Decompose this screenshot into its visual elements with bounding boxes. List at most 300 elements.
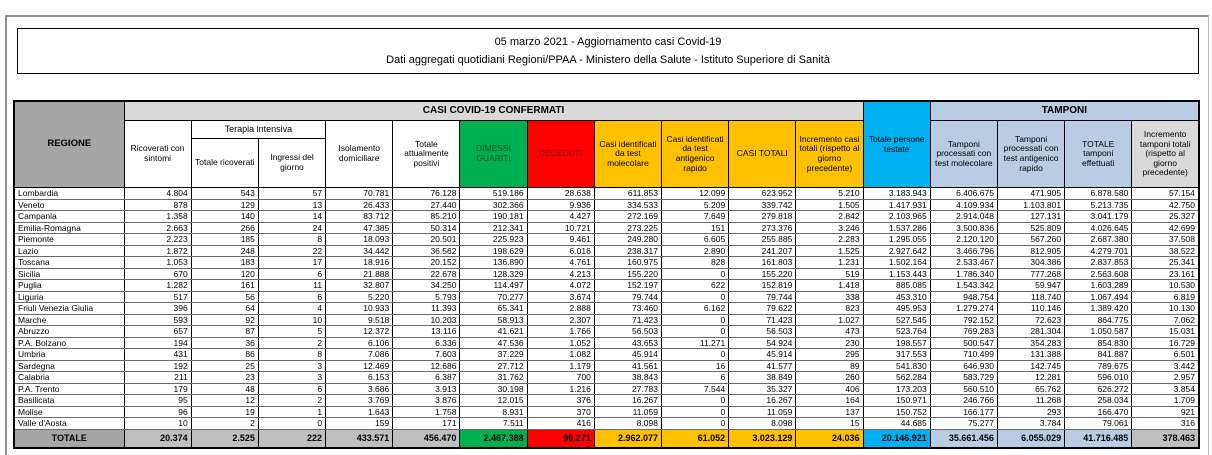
value-cell: 2.957 [1132, 372, 1199, 384]
value-cell: 2.890 [662, 245, 729, 257]
value-cell: 0 [662, 326, 729, 338]
value-cell: 32.807 [326, 280, 393, 292]
value-cell: 159 [326, 418, 393, 430]
value-cell: 1.525 [796, 245, 863, 257]
column-header-totale-ricoverati: Totale ricoverati [191, 139, 258, 188]
band-tamponi: TAMPONI [930, 101, 1199, 121]
value-cell: 114.497 [460, 280, 527, 292]
value-cell: 316 [1132, 418, 1199, 430]
value-cell: 583.729 [930, 372, 997, 384]
value-cell: 34.250 [393, 280, 460, 292]
table-row [14, 188, 1199, 200]
column-header-ricoverati: Ricoverati con sintomi [124, 121, 191, 188]
value-cell: 179 [124, 383, 191, 395]
value-cell: 3.686 [326, 383, 393, 395]
value-cell: 266 [191, 222, 258, 234]
band-casi-confermati: CASI COVID-19 CONFERMATI [124, 101, 863, 121]
value-cell: 20.501 [393, 234, 460, 246]
total-value-cell: 2.525 [191, 429, 258, 448]
value-cell: 272.169 [594, 211, 661, 223]
value-cell: 279.818 [729, 211, 796, 223]
value-cell: 519.186 [460, 188, 527, 200]
value-cell: 85.210 [393, 211, 460, 223]
total-value-cell: 20.146.921 [863, 429, 930, 448]
value-cell: 3.246 [796, 222, 863, 234]
value-cell: 471.905 [997, 188, 1064, 200]
value-cell: 9.461 [527, 234, 594, 246]
value-cell: 92 [191, 314, 258, 326]
column-header-totale-tamponi: TOTALE tamponi effettuati [1065, 121, 1132, 188]
value-cell: 6.162 [662, 303, 729, 315]
value-cell: 38.849 [729, 372, 796, 384]
value-cell: 70.277 [460, 291, 527, 303]
value-cell: 24 [258, 222, 325, 234]
value-cell: 948.754 [930, 291, 997, 303]
value-cell: 9.936 [527, 199, 594, 211]
value-cell: 823 [796, 303, 863, 315]
value-cell: 4.279.701 [1065, 245, 1132, 257]
value-cell: 792.152 [930, 314, 997, 326]
region-cell: Liguria [14, 291, 124, 303]
value-cell: 4.761 [527, 257, 594, 269]
value-cell: 118.740 [997, 291, 1064, 303]
value-cell: 0 [662, 418, 729, 430]
table-row [14, 222, 1199, 234]
value-cell: 7.511 [460, 418, 527, 430]
value-cell: 10.530 [1132, 280, 1199, 292]
table-header [14, 101, 1199, 188]
value-cell: 2.663 [124, 222, 191, 234]
region-cell: Valle d'Aosta [14, 418, 124, 430]
value-cell: 3.769 [326, 395, 393, 407]
column-header-regione: REGIONE [14, 101, 124, 188]
value-cell: 152.197 [594, 280, 661, 292]
value-cell: 6.878.580 [1065, 188, 1132, 200]
value-cell: 273.376 [729, 222, 796, 234]
value-cell: 593 [124, 314, 191, 326]
value-cell: 878 [124, 199, 191, 211]
value-cell: 42.750 [1132, 199, 1199, 211]
value-cell: 11.271 [662, 337, 729, 349]
value-cell: 27.712 [460, 360, 527, 372]
value-cell: 1.216 [527, 383, 594, 395]
table-row [14, 418, 1199, 430]
value-cell: 22.678 [393, 268, 460, 280]
value-cell: 10.721 [527, 222, 594, 234]
value-cell: 453.310 [863, 291, 930, 303]
value-cell: 25.327 [1132, 211, 1199, 223]
column-header-isolamento: Isolamento domiciliare [326, 121, 393, 188]
region-cell: P.A. Trento [14, 383, 124, 395]
total-value-cell: 20.374 [124, 429, 191, 448]
value-cell: 1.505 [796, 199, 863, 211]
value-cell: 23.161 [1132, 268, 1199, 280]
value-cell: 12.015 [460, 395, 527, 407]
total-value-cell: 3.023.129 [729, 429, 796, 448]
value-cell: 75.277 [930, 418, 997, 430]
value-cell: 543 [191, 188, 258, 200]
table-row [14, 349, 1199, 361]
region-cell: Basilicata [14, 395, 124, 407]
total-row [14, 429, 1199, 448]
value-cell: 6.106 [326, 337, 393, 349]
value-cell: 194 [124, 337, 191, 349]
region-cell: Lombardia [14, 188, 124, 200]
column-header-incremento-tamponi: Incremento tamponi totali (rispetto al giorno precedente) [1132, 121, 1199, 188]
region-cell: Piemonte [14, 234, 124, 246]
value-cell: 37.508 [1132, 234, 1199, 246]
table-row [14, 268, 1199, 280]
table-row [14, 360, 1199, 372]
value-cell: 79.744 [594, 291, 661, 303]
column-header-attualmente-positivi: Totale attualmente positivi [393, 121, 460, 188]
value-cell: 248 [191, 245, 258, 257]
value-cell: 376 [527, 395, 594, 407]
value-cell: 16.267 [729, 395, 796, 407]
value-cell: 2.837.853 [1065, 257, 1132, 269]
value-cell: 166.470 [1065, 406, 1132, 418]
value-cell: 190.181 [460, 211, 527, 223]
value-cell: 3.854 [1132, 383, 1199, 395]
column-header-casi-antigenico: Casi identificati da test antigenico rapido [662, 121, 729, 188]
value-cell: 11.059 [594, 406, 661, 418]
value-cell: 56.503 [729, 326, 796, 338]
value-cell: 657 [124, 326, 191, 338]
value-cell: 38.522 [1132, 245, 1199, 257]
value-cell: 3.041.179 [1065, 211, 1132, 223]
value-cell: 854.830 [1065, 337, 1132, 349]
value-cell: 70.781 [326, 188, 393, 200]
value-cell: 560.510 [930, 383, 997, 395]
value-cell: 10 [258, 314, 325, 326]
value-cell: 71.423 [594, 314, 661, 326]
value-cell: 2.533.467 [930, 257, 997, 269]
table-row [14, 395, 1199, 407]
value-cell: 2.120.120 [930, 234, 997, 246]
value-cell: 2.888 [527, 303, 594, 315]
column-header-tamponi-molecolare: Tamponi processati con test molecolare [930, 121, 997, 188]
value-cell: 5 [258, 326, 325, 338]
value-cell: 44.685 [863, 418, 930, 430]
value-cell: 47.536 [460, 337, 527, 349]
value-cell: 293 [997, 406, 1064, 418]
value-cell: 8.098 [729, 418, 796, 430]
value-cell: 131.388 [997, 349, 1064, 361]
region-cell: Abruzzo [14, 326, 124, 338]
value-cell: 6.336 [393, 337, 460, 349]
value-cell: 87 [191, 326, 258, 338]
region-cell: Sardegna [14, 360, 124, 372]
value-cell: 317.553 [863, 349, 930, 361]
value-cell: 1.643 [326, 406, 393, 418]
value-cell: 185 [191, 234, 258, 246]
value-cell: 2 [191, 418, 258, 430]
value-cell: 79.622 [729, 303, 796, 315]
value-cell: 1.709 [1132, 395, 1199, 407]
value-cell: 152.819 [729, 280, 796, 292]
value-cell: 710.499 [930, 349, 997, 361]
value-cell: 164 [796, 395, 863, 407]
value-cell: 43.653 [594, 337, 661, 349]
value-cell: 13 [258, 199, 325, 211]
value-cell: 864.775 [1065, 314, 1132, 326]
value-cell: 36.562 [393, 245, 460, 257]
total-value-cell: 456.470 [393, 429, 460, 448]
value-cell: 921 [1132, 406, 1199, 418]
value-cell: 567.260 [997, 234, 1064, 246]
value-cell: 10.933 [326, 303, 393, 315]
value-cell: 6 [258, 291, 325, 303]
value-cell: 273.225 [594, 222, 661, 234]
value-cell: 6.016 [527, 245, 594, 257]
value-cell: 354.283 [997, 337, 1064, 349]
value-cell: 192 [124, 360, 191, 372]
value-cell: 2.283 [796, 234, 863, 246]
total-value-cell: 2.962.077 [594, 429, 661, 448]
value-cell: 789.675 [1065, 360, 1132, 372]
value-cell: 4 [258, 303, 325, 315]
value-cell: 1.872 [124, 245, 191, 257]
region-cell: Lazio [14, 245, 124, 257]
value-cell: 0 [662, 349, 729, 361]
value-cell: 1.786.340 [930, 268, 997, 280]
total-value-cell: 99.271 [527, 429, 594, 448]
value-cell: 1.417.931 [863, 199, 930, 211]
value-cell: 1.052 [527, 337, 594, 349]
value-cell: 27.783 [594, 383, 661, 395]
value-cell: 1.543.342 [930, 280, 997, 292]
value-cell: 0 [662, 268, 729, 280]
value-cell: 45.914 [594, 349, 661, 361]
value-cell: 473 [796, 326, 863, 338]
value-cell: 885.085 [863, 280, 930, 292]
value-cell: 519 [796, 268, 863, 280]
value-cell: 0 [662, 291, 729, 303]
value-cell: 10.130 [1132, 303, 1199, 315]
value-cell: 2.307 [527, 314, 594, 326]
value-cell: 5.793 [393, 291, 460, 303]
title-line-1: 05 marzo 2021 - Aggiornamento casi Covid-19 [494, 35, 722, 48]
value-cell: 1.295.055 [863, 234, 930, 246]
value-cell: 500.547 [930, 337, 997, 349]
value-cell: 65.341 [460, 303, 527, 315]
value-cell: 173.203 [863, 383, 930, 395]
value-cell: 3.500.836 [930, 222, 997, 234]
value-cell: 7.603 [393, 349, 460, 361]
value-cell: 777.268 [997, 268, 1064, 280]
value-cell: 3 [258, 372, 325, 384]
value-cell: 10 [124, 418, 191, 430]
value-cell: 56 [191, 291, 258, 303]
value-cell: 72.623 [997, 314, 1064, 326]
value-cell: 16.267 [594, 395, 661, 407]
value-cell: 6.819 [1132, 291, 1199, 303]
region-cell: Veneto [14, 199, 124, 211]
value-cell: 58.913 [460, 314, 527, 326]
value-cell: 6.605 [662, 234, 729, 246]
title-box [17, 28, 1199, 74]
value-cell: 11.059 [729, 406, 796, 418]
value-cell: 7.544 [662, 383, 729, 395]
value-cell: 2.927.642 [863, 245, 930, 257]
table-row [14, 199, 1199, 211]
covid-data-table [13, 100, 1200, 449]
value-cell: 1.766 [527, 326, 594, 338]
value-cell: 14 [258, 211, 325, 223]
value-cell: 45.914 [729, 349, 796, 361]
column-header-deceduti: DECEDUTI [527, 121, 594, 188]
value-cell: 2.687.380 [1065, 234, 1132, 246]
value-cell: 6 [662, 372, 729, 384]
table-row [14, 314, 1199, 326]
value-cell: 73.460 [594, 303, 661, 315]
value-cell: 295 [796, 349, 863, 361]
value-cell: 0 [662, 314, 729, 326]
value-cell: 370 [527, 406, 594, 418]
value-cell: 1.082 [527, 349, 594, 361]
value-cell: 339.742 [729, 199, 796, 211]
value-cell: 5.213.735 [1065, 199, 1132, 211]
value-cell: 166.177 [930, 406, 997, 418]
total-value-cell: 433.571 [326, 429, 393, 448]
value-cell: 47.385 [326, 222, 393, 234]
value-cell: 15 [796, 418, 863, 430]
value-cell: 1.389.420 [1065, 303, 1132, 315]
column-header-totale-persone-testate: Totale persone testate [863, 101, 930, 188]
value-cell: 406 [796, 383, 863, 395]
value-cell: 41.561 [594, 360, 661, 372]
value-cell: 525.809 [997, 222, 1064, 234]
value-cell: 161 [191, 280, 258, 292]
value-cell: 562.284 [863, 372, 930, 384]
value-cell: 21.888 [326, 268, 393, 280]
value-cell: 670 [124, 268, 191, 280]
value-cell: 255.885 [729, 234, 796, 246]
value-cell: 431 [124, 349, 191, 361]
column-header-incremento-casi: Incremento casi totali (rispetto al giorno precedente) [796, 121, 863, 188]
table-footer [14, 429, 1199, 448]
table-row [14, 326, 1199, 338]
value-cell: 1.603.289 [1065, 280, 1132, 292]
value-cell: 2.223 [124, 234, 191, 246]
value-cell: 8.931 [460, 406, 527, 418]
value-cell: 142.745 [997, 360, 1064, 372]
value-cell: 57.154 [1132, 188, 1199, 200]
value-cell: 7.086 [326, 349, 393, 361]
value-cell: 495.953 [863, 303, 930, 315]
region-cell: Sicilia [14, 268, 124, 280]
value-cell: 31.762 [460, 372, 527, 384]
region-cell: Campania [14, 211, 124, 223]
value-cell: 11.268 [997, 395, 1064, 407]
value-cell: 6.387 [393, 372, 460, 384]
value-cell: 36 [191, 337, 258, 349]
value-cell: 110.146 [997, 303, 1064, 315]
value-cell: 4.109.934 [930, 199, 997, 211]
table-row [14, 211, 1199, 223]
value-cell: 37.229 [460, 349, 527, 361]
value-cell: 161.803 [729, 257, 796, 269]
value-cell: 12 [191, 395, 258, 407]
value-cell: 3.466.796 [930, 245, 997, 257]
value-cell: 17 [258, 257, 325, 269]
title-line-2: Dati aggregati quotidiani Regioni/PPAA - Ministero della Salute - Istituto Superiore di Sanità [386, 54, 830, 67]
value-cell: 19 [191, 406, 258, 418]
value-cell: 35.327 [729, 383, 796, 395]
table-row [14, 406, 1199, 418]
value-cell: 249.280 [594, 234, 661, 246]
value-cell: 1.050.587 [1065, 326, 1132, 338]
value-cell: 2.103.965 [863, 211, 930, 223]
value-cell: 71.423 [729, 314, 796, 326]
value-cell: 1.358 [124, 211, 191, 223]
value-cell: 5.209 [662, 199, 729, 211]
value-cell: 18.093 [326, 234, 393, 246]
value-cell: 517 [124, 291, 191, 303]
value-cell: 26.433 [326, 199, 393, 211]
value-cell: 841.887 [1065, 349, 1132, 361]
value-cell: 79.744 [729, 291, 796, 303]
value-cell: 183 [191, 257, 258, 269]
value-cell: 541.830 [863, 360, 930, 372]
total-value-cell: 2.467.388 [460, 429, 527, 448]
column-header-tamponi-antigenico: Tamponi processati con test antigenico rapido [997, 121, 1064, 188]
value-cell: 1 [258, 406, 325, 418]
value-cell: 258.034 [1065, 395, 1132, 407]
value-cell: 56.503 [594, 326, 661, 338]
value-cell: 626.272 [1065, 383, 1132, 395]
value-cell: 596.010 [1065, 372, 1132, 384]
value-cell: 302.366 [460, 199, 527, 211]
total-value-cell: 222 [258, 429, 325, 448]
column-header-casi-totali: CASI TOTALI [729, 121, 796, 188]
value-cell: 160.975 [594, 257, 661, 269]
table-row [14, 291, 1199, 303]
value-cell: 65.762 [997, 383, 1064, 395]
value-cell: 34.442 [326, 245, 393, 257]
value-cell: 2.842 [796, 211, 863, 223]
value-cell: 96 [124, 406, 191, 418]
value-cell: 1.502.164 [863, 257, 930, 269]
value-cell: 155.220 [729, 268, 796, 280]
value-cell: 230 [796, 337, 863, 349]
value-cell: 622 [662, 280, 729, 292]
value-cell: 11.393 [393, 303, 460, 315]
value-cell: 4.026.645 [1065, 222, 1132, 234]
value-cell: 42.699 [1132, 222, 1199, 234]
table-row [14, 280, 1199, 292]
value-cell: 64 [191, 303, 258, 315]
value-cell: 212.341 [460, 222, 527, 234]
region-cell: Molise [14, 406, 124, 418]
value-cell: 4.427 [527, 211, 594, 223]
value-cell: 416 [527, 418, 594, 430]
table-row [14, 372, 1199, 384]
value-cell: 3.183.943 [863, 188, 930, 200]
value-cell: 150.971 [863, 395, 930, 407]
value-cell: 3.674 [527, 291, 594, 303]
value-cell: 136.890 [460, 257, 527, 269]
total-value-cell: 6.055.029 [997, 429, 1064, 448]
value-cell: 0 [258, 418, 325, 430]
value-cell: 6.406.675 [930, 188, 997, 200]
value-cell: 1.418 [796, 280, 863, 292]
region-cell: P.A. Bolzano [14, 337, 124, 349]
value-cell: 246.766 [930, 395, 997, 407]
value-cell: 334.533 [594, 199, 661, 211]
value-cell: 1.103.801 [997, 199, 1064, 211]
value-cell: 2 [258, 337, 325, 349]
